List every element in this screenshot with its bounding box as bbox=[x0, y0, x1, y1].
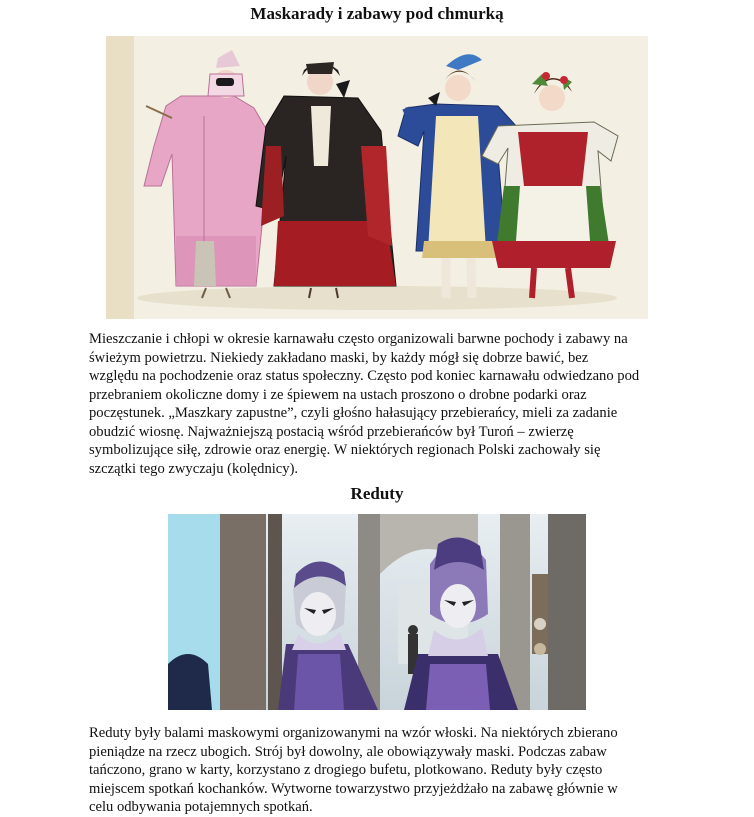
text-line: pieniądze na rzecz ubogich. Strój był dowolny, ale obowiązywały maski. Podczas zabaw bbox=[89, 743, 607, 760]
section-title-reduty: Reduty bbox=[350, 484, 404, 503]
text-line: celu odbywania potajemnych spotkań. bbox=[89, 799, 313, 815]
text-line: poczęstunek. „Maszkary zapustne”, czyli głośno hałasujący przebierańcy, mieli za zadanie bbox=[89, 405, 618, 421]
section-title-masquerades: Maskarady i zabawy pod chmurką bbox=[250, 4, 504, 23]
text-line: tańczono, grano w karty, korzystano z drogiego bufetu, plotkowano. Reduty były często bbox=[89, 762, 603, 778]
text-line: obudzić wiosnę. Najważniejszą postacią wśród przebierańców był Turoń – zwierzę bbox=[89, 423, 574, 440]
text-line: względu na pochodzenie oraz status społeczny. Często pod koniec karnawału odwiedzano pod bbox=[89, 368, 640, 384]
text-line: Mieszczanie i chłopi w okresie karnawału często organizowali barwne pochody i zabawy na bbox=[89, 331, 628, 347]
fashion-plate-illustration bbox=[106, 36, 648, 319]
text-line: świeżym powietrzu. Niekiedy zakładano maski, by każdy mógł się dobrze bawić, bez bbox=[89, 349, 589, 366]
text-line: Reduty były balami maskowymi organizowanymi na wzór włoski. Na niektórych zbierano bbox=[89, 725, 618, 741]
text-line: szczątki tego zwyczaju (kolędnicy). bbox=[89, 460, 299, 477]
masquerades-paragraph bbox=[89, 330, 669, 478]
text-line: miejscem spotkań kochanków. Wytworne towarzystwo przyjeżdżało na zabawę głównie w bbox=[89, 780, 618, 797]
venice-masks-photo bbox=[168, 514, 586, 710]
reduty-paragraph bbox=[89, 724, 669, 817]
text-line: symbolizujące siłę, zdrowie oraz energię. W niektórych regionach Polski zachowały się bbox=[89, 442, 601, 458]
text-line: przebraniem okoliczne domy i ze śpiewem na ustach proszono o drobne podarki oraz bbox=[89, 386, 587, 403]
